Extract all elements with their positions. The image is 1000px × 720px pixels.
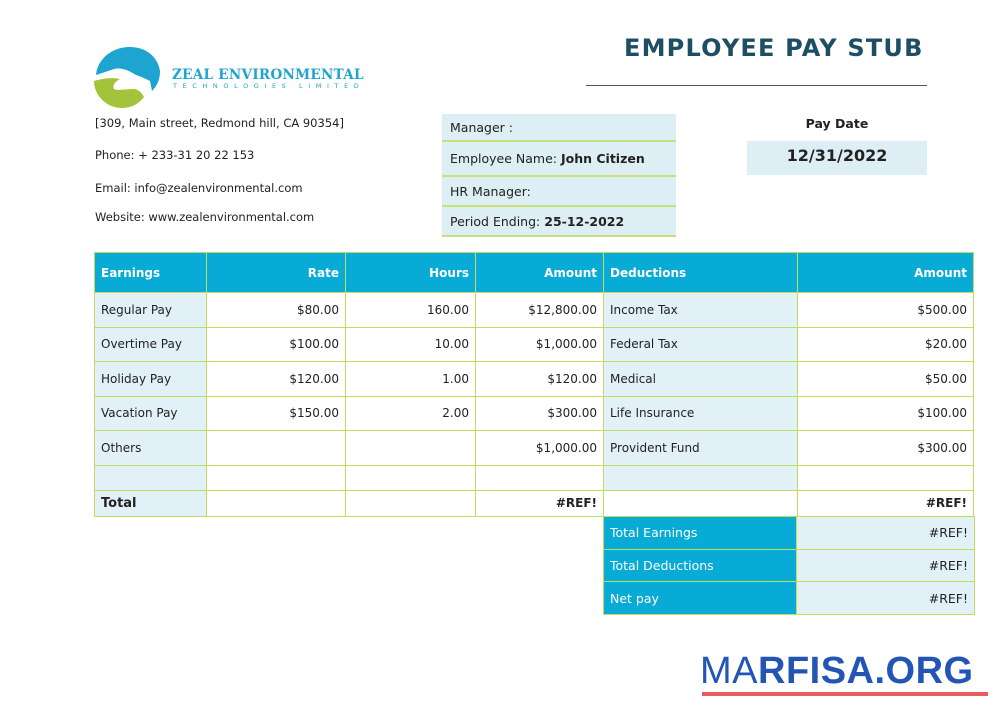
period-ending-label: Period Ending: <box>450 213 541 229</box>
period-ending-field[interactable] <box>442 207 676 237</box>
header-rate: Rate <box>207 253 346 293</box>
table-total-row <box>95 490 974 516</box>
deduction-label[interactable]: Income Tax <box>604 293 798 328</box>
deduction-label[interactable]: Federal Tax <box>604 327 798 362</box>
earning-rate[interactable]: $120.00 <box>207 362 346 397</box>
manager-field[interactable] <box>442 114 676 142</box>
watermark <box>700 650 974 693</box>
deduction-amount[interactable]: $300.00 <box>798 431 974 466</box>
table-row <box>95 362 974 397</box>
summary-row-total-earnings <box>604 517 975 550</box>
total-deduction-label-empty <box>604 490 798 516</box>
hr-manager-label: HR Manager: <box>450 183 531 199</box>
deduction-amount[interactable]: $20.00 <box>798 327 974 362</box>
manager-label: Manager : <box>450 119 513 135</box>
earning-amount[interactable]: $12,800.00 <box>476 293 604 328</box>
earning-amount[interactable]: $300.00 <box>476 396 604 431</box>
summary-value: #REF! <box>797 517 975 550</box>
summary-label: Net pay <box>604 582 797 615</box>
table-row <box>95 396 974 431</box>
earning-hours[interactable]: 1.00 <box>346 362 476 397</box>
deduction-label[interactable]: Medical <box>604 362 798 397</box>
header-hours: Hours <box>346 253 476 293</box>
company-logo <box>90 45 162 109</box>
earning-label[interactable]: Vacation Pay <box>95 396 207 431</box>
table-header-row <box>95 253 974 293</box>
deduction-label[interactable]: Provident Fund <box>604 431 798 466</box>
deduction-label[interactable]: Life Insurance <box>604 396 798 431</box>
earning-amount[interactable]: $120.00 <box>476 362 604 397</box>
summary-row-total-deductions <box>604 549 975 582</box>
header-earnings: Earnings <box>95 253 207 293</box>
title-divider <box>586 85 927 86</box>
deduction-amount[interactable] <box>798 465 974 490</box>
header-amount: Amount <box>476 253 604 293</box>
company-name-bold: ZEAL <box>172 67 214 83</box>
summary-value: #REF! <box>797 549 975 582</box>
company-subtitle: TECHNOLOGIES LIMITED <box>173 82 365 90</box>
employee-name-label: Employee Name: <box>450 151 557 166</box>
watermark-text-a: MA <box>700 650 758 692</box>
company-name <box>172 67 364 83</box>
header-deduction-amount: Amount <box>798 253 974 293</box>
earning-label[interactable]: Others <box>95 431 207 466</box>
deduction-label[interactable] <box>604 465 798 490</box>
total-earnings-amount: #REF! <box>476 490 604 516</box>
company-website: Website: www.zealenvironmental.com <box>95 210 315 224</box>
total-rate-empty <box>207 490 346 516</box>
employee-name-field[interactable] <box>442 142 676 177</box>
earning-label[interactable]: Overtime Pay <box>95 327 207 362</box>
summary-label: Total Deductions <box>604 549 797 582</box>
earning-hours[interactable]: 10.00 <box>346 327 476 362</box>
header-deductions: Deductions <box>604 253 798 293</box>
earnings-deductions-table <box>94 252 974 517</box>
earning-hours[interactable] <box>346 431 476 466</box>
company-name-rest: ENVIRONMENTAL <box>213 67 364 83</box>
summary-value: #REF! <box>797 582 975 615</box>
earning-label[interactable] <box>95 465 207 490</box>
page-title: EMPLOYEE PAY STUB <box>624 34 924 62</box>
earning-rate[interactable] <box>207 431 346 466</box>
pay-date-label: Pay Date <box>805 116 869 131</box>
earning-rate[interactable] <box>207 465 346 490</box>
earning-amount[interactable] <box>476 465 604 490</box>
summary-row-net-pay <box>604 582 975 615</box>
total-deductions-amount: #REF! <box>798 490 974 516</box>
watermark-text-b: RFISA.ORG <box>758 650 974 692</box>
period-ending-value: 25-12-2022 <box>544 213 625 229</box>
company-address: [309, Main street, Redmond hill, CA 90354] <box>95 116 344 130</box>
summary-table <box>603 516 975 615</box>
total-hours-empty <box>346 490 476 516</box>
pay-date-value[interactable]: 12/31/2022 <box>747 141 927 175</box>
deduction-amount[interactable]: $50.00 <box>798 362 974 397</box>
hr-manager-field[interactable] <box>442 177 676 207</box>
total-label: Total <box>95 490 207 516</box>
employee-name-value: John Citizen <box>560 151 645 166</box>
earning-hours[interactable]: 160.00 <box>346 293 476 328</box>
earning-label[interactable]: Holiday Pay <box>95 362 207 397</box>
earning-rate[interactable]: $100.00 <box>207 327 346 362</box>
earning-label[interactable]: Regular Pay <box>95 293 207 328</box>
watermark-underline <box>702 692 988 696</box>
earning-hours[interactable] <box>346 465 476 490</box>
employee-info-box <box>442 114 676 237</box>
earning-rate[interactable]: $150.00 <box>207 396 346 431</box>
earning-hours[interactable]: 2.00 <box>346 396 476 431</box>
deduction-amount[interactable]: $500.00 <box>798 293 974 328</box>
earning-rate[interactable]: $80.00 <box>207 293 346 328</box>
table-row <box>95 431 974 466</box>
earning-amount[interactable]: $1,000.00 <box>476 327 604 362</box>
company-email: Email: info@zealenvironmental.com <box>95 181 303 195</box>
company-phone: Phone: + 233-31 20 22 153 <box>95 148 255 162</box>
logo-icon <box>90 45 162 109</box>
summary-label: Total Earnings <box>604 517 797 550</box>
earning-amount[interactable]: $1,000.00 <box>476 431 604 466</box>
table-row-empty <box>95 465 974 490</box>
table-row <box>95 327 974 362</box>
table-row <box>95 293 974 328</box>
deduction-amount[interactable]: $100.00 <box>798 396 974 431</box>
